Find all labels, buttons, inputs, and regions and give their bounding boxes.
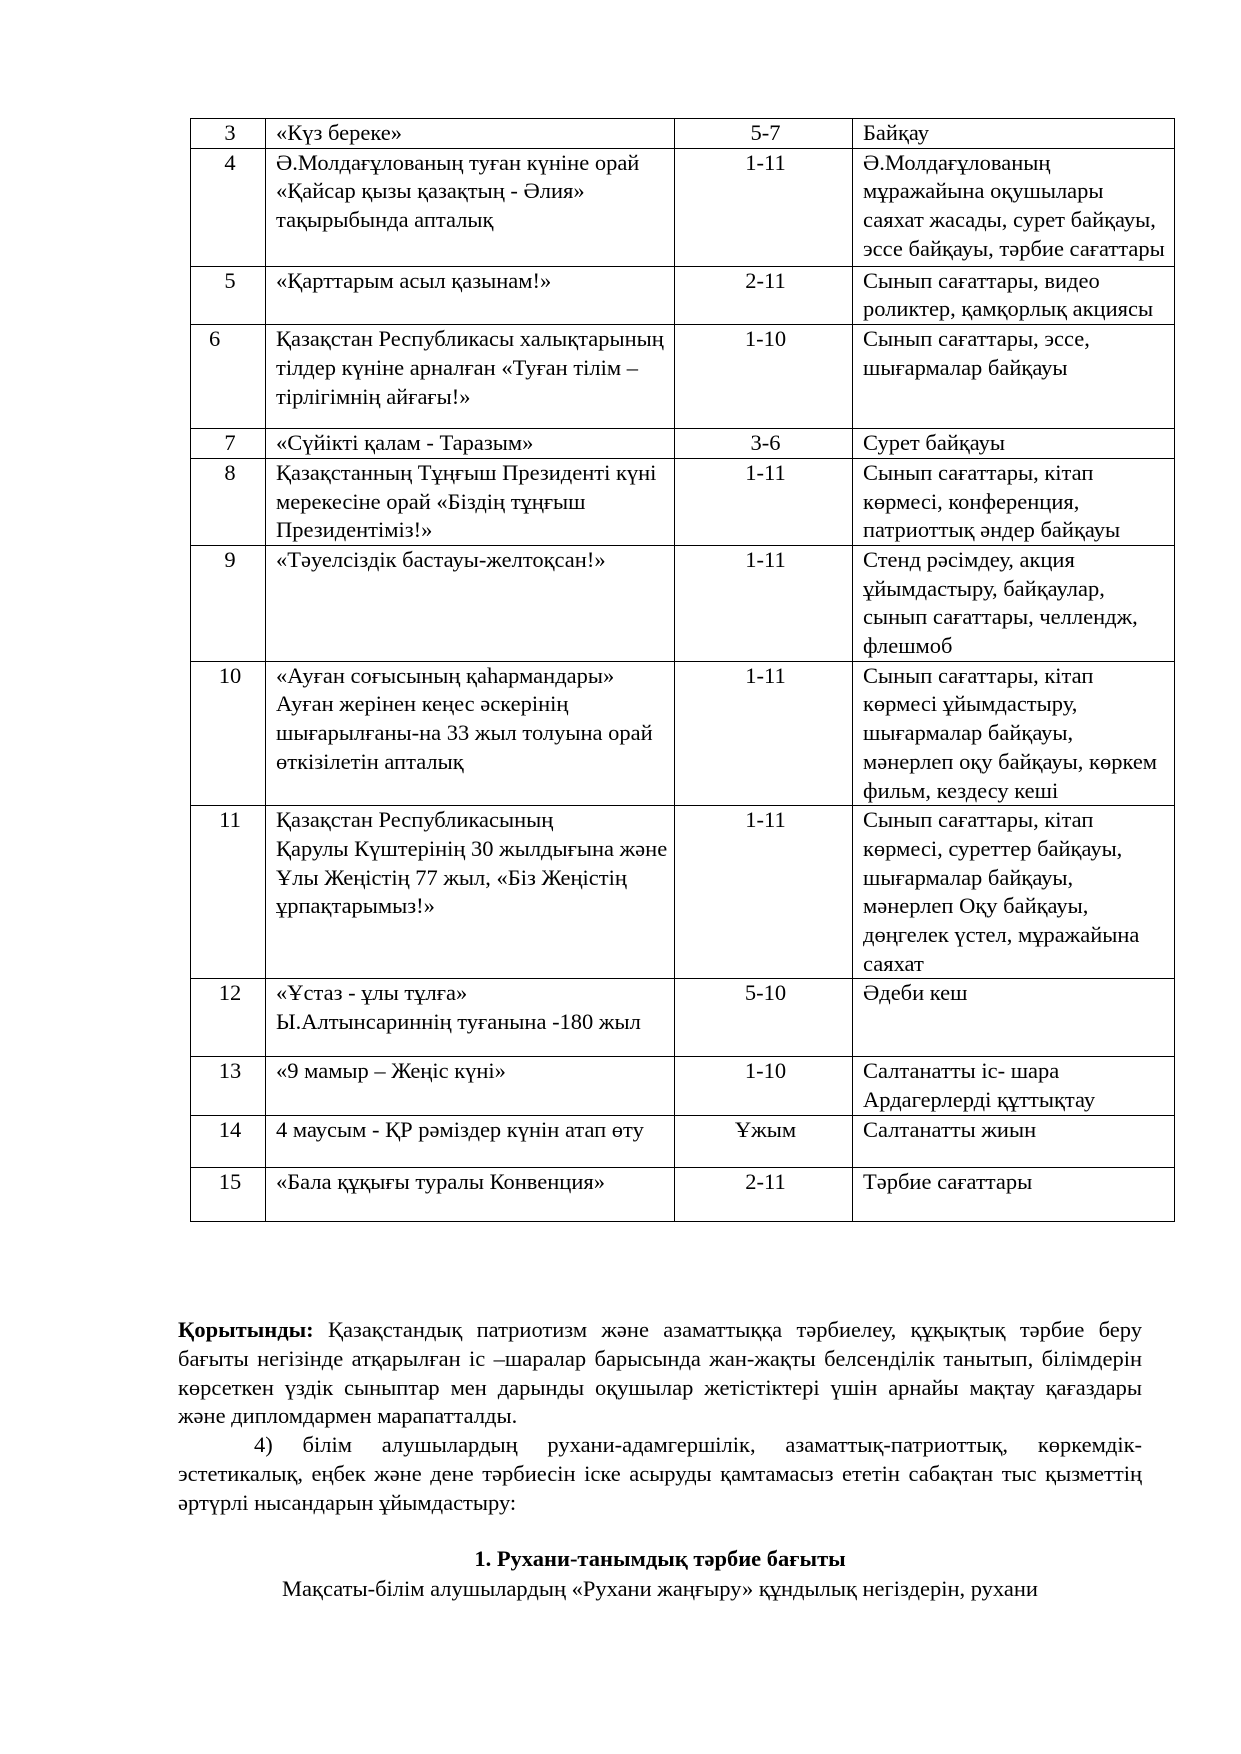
row-event: «Қарттарым асыл қазынам!» [266, 266, 675, 324]
row-event: Қазақстан Республикасы халықтарының тілдер күніне арналған «Туған тілім – тірлігімнің айғағы!» [266, 325, 675, 429]
row-number: 5 [191, 266, 266, 324]
row-event: Қазақстан Республикасының Қарулы Күштерінің 30 жылдығына және Ұлы Жеңістің 77 жыл, «Біз Жеңістің ұрпақтарымыз!» [266, 806, 675, 979]
row-form: Сынып сағаттары, кітап көрмесі, конференция, патриоттық әндер байқауы [853, 458, 1175, 545]
table-row [191, 266, 1175, 324]
row-form: Салтанатты іс- шара Ардагерлерді құттықтау [853, 1057, 1175, 1115]
row-grade: 1-10 [675, 325, 853, 429]
row-form: Сынып сағаттары, кітап көрмесі, суреттер байқауы, шығармалар байқауы, мәнерлеп Оқу байқауы, дөңгелек үстел, мұражайына саяхат [853, 806, 1175, 979]
row-grade: 2-11 [675, 266, 853, 324]
row-event: «Тәуелсіздік бастауы-желтоқсан!» [266, 545, 675, 661]
row-event: «Ұстаз - ұлы тұлға» Ы.Алтынсариннің туғанына -180 жыл [266, 979, 675, 1057]
row-grade: 1-11 [675, 148, 853, 266]
row-grade: 1-11 [675, 545, 853, 661]
row-event: «9 мамыр – Жеңіс күні» [266, 1057, 675, 1115]
row-event: Ә.Молдағұлованың туған күніне орай «Қайсар қызы қазақтың - Әлия» тақырыбында апталық [266, 148, 675, 266]
row-number: 9 [191, 545, 266, 661]
row-form: Ә.Молдағұлованың мұражайына оқушылары саяхат жасады, сурет байқауы, эссе байқауы, тәрбие сағаттары [853, 148, 1175, 266]
section-purpose: Мақсаты-білім алушылардың «Рухани жаңғыру» құндылық негіздерін, рухани [282, 1576, 1038, 1601]
row-number: 6 [191, 325, 266, 429]
table-row [191, 979, 1175, 1057]
row-form: Тәрбие сағаттары [853, 1167, 1175, 1221]
row-number: 7 [191, 429, 266, 459]
row-number: 8 [191, 458, 266, 545]
table-row [191, 1167, 1175, 1221]
table-row [191, 458, 1175, 545]
row-grade: 3-6 [675, 429, 853, 459]
table-row [191, 325, 1175, 429]
table-row [191, 806, 1175, 979]
row-number: 4 [191, 148, 266, 266]
row-form: Стенд рәсімдеу, акция ұйымдастыру, байқаулар, сынып сағаттары, челлендж, флешмоб [853, 545, 1175, 661]
row-event: «Сүйікті қалам - Таразым» [266, 429, 675, 459]
row-grade: 2-11 [675, 1167, 853, 1221]
row-grade: Ұжым [675, 1115, 853, 1167]
row-grade: 1-10 [675, 1057, 853, 1115]
row-grade: 1-11 [675, 806, 853, 979]
row-form: Салтанатты жиын [853, 1115, 1175, 1167]
table-row [191, 1057, 1175, 1115]
row-event: «Күз береке» [266, 119, 675, 149]
row-number: 10 [191, 661, 266, 806]
section-title: 1. Рухани-танымдық тәрбие бағыты [474, 1546, 846, 1571]
events-table-body [191, 119, 1175, 1222]
conclusion-label: Қорытынды: [178, 1317, 314, 1342]
row-number: 11 [191, 806, 266, 979]
table-row [191, 429, 1175, 459]
row-form: Сынып сағаттары, эссе, шығармалар байқауы [853, 325, 1175, 429]
conclusion-text: Қазақстандық патриотизм және азаматтыққа тәрбиелеу, құқықтық тәрбие беру бағыты негізінде атқарылған іс –шаралар барысында жан-жақты белсенділік танытып, білімдерін көрсеткен үздік сыныптар мен дарынды оқушылар жетістіктері үшін арнайы мақтау қағаздары және дипломдармен марапатталды. [178, 1317, 1142, 1429]
row-event: 4 маусым - ҚР рәміздер күнін атап өту [266, 1115, 675, 1167]
item-4-paragraph: 4) білім алушылардың рухани-адамгершілік, азаматтық-патриоттық, көркемдік-эстетикалық, еңбек және дене тәрбиесін іске асыруды қамтамасыз ететін сабақтан тыс қызметтің әртүрлі нысандарын ұйымдастыру: [178, 1432, 1142, 1515]
row-form: Байқау [853, 119, 1175, 149]
table-row [191, 661, 1175, 806]
conclusion-paragraph [178, 1316, 1142, 1431]
row-form: Сурет байқауы [853, 429, 1175, 459]
events-table [190, 118, 1175, 1222]
row-event: «Бала құқығы туралы Конвенция» [266, 1167, 675, 1221]
row-number: 15 [191, 1167, 266, 1221]
table-row [191, 119, 1175, 149]
row-form: Сынып сағаттары, видео роликтер, қамқорлық акциясы [853, 266, 1175, 324]
row-number: 12 [191, 979, 266, 1057]
row-grade: 1-11 [675, 458, 853, 545]
row-grade: 5-7 [675, 119, 853, 149]
table-row [191, 545, 1175, 661]
row-event: «Ауған соғысының қаһармандары» Ауған жерінен кеңес әскерінің шығарылғаны-на 33 жыл толуына орай өткізілетін апталық [266, 661, 675, 806]
row-event: Қазақстанның Тұңғыш Президенті күні мерекесіне орай «Біздің тұңғыш Президентіміз!» [266, 458, 675, 545]
row-number: 13 [191, 1057, 266, 1115]
row-number: 3 [191, 119, 266, 149]
row-form: Әдеби кеш [853, 979, 1175, 1057]
conclusion-block [178, 1316, 1142, 1518]
table-row [191, 148, 1175, 266]
table-row [191, 1115, 1175, 1167]
row-number: 14 [191, 1115, 266, 1167]
row-form: Сынып сағаттары, кітап көрмесі ұйымдастыру, шығармалар байқауы, мәнерлеп оқу байқауы, көркем фильм, кездесу кеші [853, 661, 1175, 806]
row-grade: 5-10 [675, 979, 853, 1057]
row-grade: 1-11 [675, 661, 853, 806]
